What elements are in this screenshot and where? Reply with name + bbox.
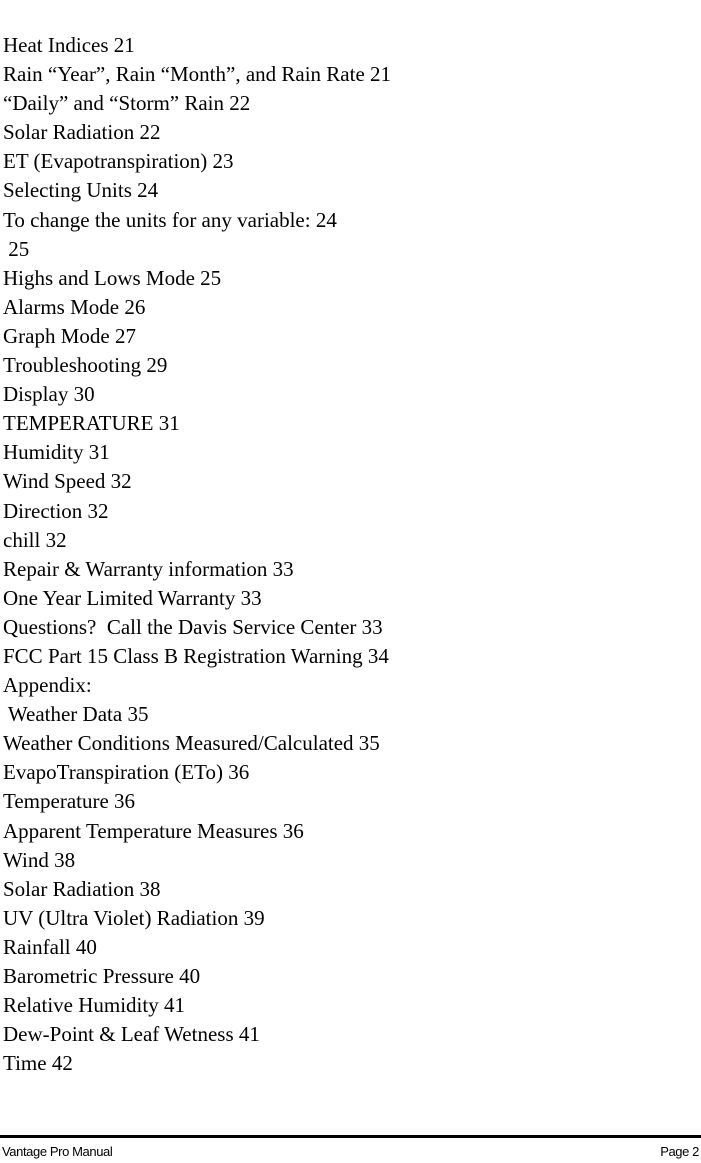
- toc-entry: 25: [3, 236, 30, 261]
- toc-entry: Repair & Warranty information 33: [3, 556, 294, 581]
- toc-entry: Display 30: [3, 382, 95, 407]
- toc-entry: Relative Humidity 41: [3, 993, 185, 1018]
- toc-entry: Rain “Year”, Rain “Month”, and Rain Rate 21: [3, 62, 392, 87]
- toc-entry: Solar Radiation 22: [3, 120, 161, 145]
- toc-entry: Temperature 36: [3, 789, 136, 814]
- toc-entry: Wind 38: [3, 847, 76, 872]
- toc-entry: Alarms Mode 26: [3, 294, 146, 319]
- toc-entry: TEMPERATURE 31: [3, 411, 180, 436]
- toc-entry: Graph Mode 27: [3, 323, 136, 348]
- toc-entry: FCC Part 15 Class B Registration Warning 34: [3, 643, 389, 668]
- toc-entry: Heat Indices 21: [3, 33, 135, 57]
- toc-entry: Wind Speed 32: [3, 469, 132, 494]
- toc-entry: “Daily” and “Storm” Rain 22: [3, 91, 251, 116]
- page-footer: [0, 1143, 701, 1161]
- toc-entry: Apparent Temperature Measures 36: [3, 818, 304, 843]
- toc-entry: Troubleshooting 29: [3, 353, 168, 378]
- toc-entry: Dew-Point & Leaf Wetness 41: [3, 1022, 260, 1047]
- toc-entry: To change the units for any variable: 24: [3, 207, 337, 232]
- footer-divider: [0, 1135, 701, 1138]
- toc-entry: Selecting Units 24: [3, 178, 159, 203]
- toc-entry: Rainfall 40: [3, 934, 97, 959]
- toc-entry: Highs and Lows Mode 25: [3, 265, 222, 290]
- toc-entry: Appendix:: [3, 673, 92, 698]
- toc-entry: chill 32: [3, 527, 67, 552]
- toc-entry: Questions? Call the Davis Service Center 33: [3, 614, 383, 639]
- toc-entry: One Year Limited Warranty 33: [3, 585, 262, 610]
- footer-manual-title: Vantage Pro Manual: [2, 1144, 113, 1159]
- toc-entry: Weather Conditions Measured/Calculated 35: [3, 731, 380, 756]
- toc-entry: Time 42: [3, 1051, 73, 1076]
- toc-entry: Weather Data 35: [3, 702, 149, 727]
- toc-entry: UV (Ultra Violet) Radiation 39: [3, 905, 265, 930]
- toc-entry: Solar Radiation 38: [3, 876, 161, 901]
- footer-page-number: Page 2: [660, 1144, 699, 1159]
- toc-entry: Direction 32: [3, 498, 109, 523]
- toc-entry: EvapoTranspiration (ETo) 36: [3, 760, 250, 785]
- toc-entry: ET (Evapotranspiration) 23: [3, 149, 234, 174]
- table-of-contents: [3, 31, 693, 1078]
- toc-entry: Humidity 31: [3, 440, 110, 465]
- toc-entry: Barometric Pressure 40: [3, 964, 201, 988]
